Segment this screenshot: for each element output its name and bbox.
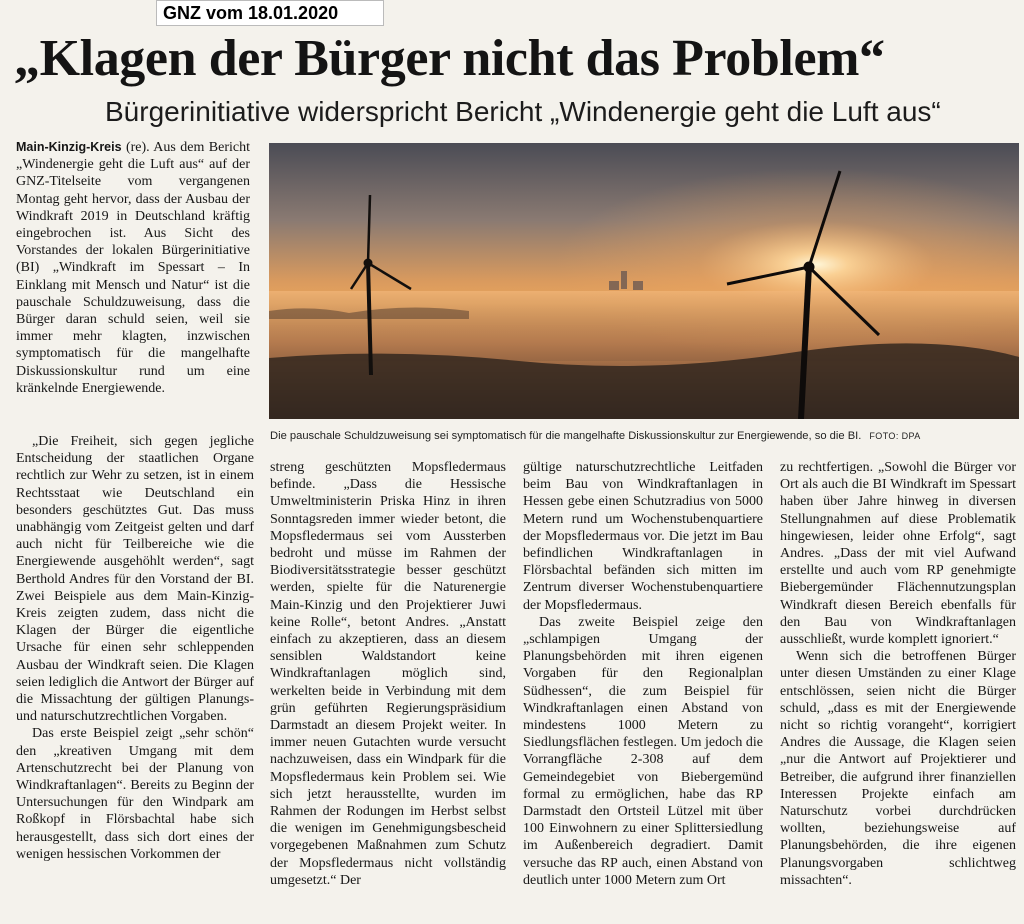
lede-text: (re). Aus dem Bericht „Windenergie geht die Luft aus“ auf der GNZ-Titelseite vom vergangenen Montag geht hervor, dass der Ausbau der Windkraft 2019 in Deutschland kräftig eingebrochen ist. Aus Sicht des Vorstandes der lokalen Bürgerinitiative (BI) „Windkraft im Spessart – In Einklang mit Mensch und Natur“ ist die pauschale Schuldzuweisung, dass die Bürger daran schuld seien, weil sie immer mehr klagten, inzwischen symptomatisch für die mangelhafte Diskussionskultur rund um eine kränkelnde Energiewende. xyxy=(16,140,250,396)
lede-paragraph xyxy=(16,139,250,397)
dateline: Main-Kinzig-Kreis xyxy=(16,140,122,154)
headline: „Klagen der Bürger nicht das Problem“ xyxy=(14,30,885,87)
photo-credit: FOTO: DPA xyxy=(869,431,921,441)
body-column-4 xyxy=(780,459,1016,909)
source-tag: GNZ vom 18.01.2020 xyxy=(156,0,384,26)
body-paragraph: „Die Freiheit, sich gegen jegliche Entscheidung der staatlichen Organe rechtlich zur Wehr zu setzen, ist in einem Rechtsstaat wie Deutschland ein besonders geschütztes Gut. Das muss unabhängig vom Zeitgeist gelten und darf auch nicht für Teilbereiche wie die Energiewende ausgehöhlt werden“, sagt Berthold Andres für den Vorstand der BI. Zwei Beispiele aus dem Main-Kinzig-Kreis zeigten zudem, dass nicht die Klagen der Bürger die eigentliche Ursache für einen sehr schleppenden Ausbau der Windkraft seien. Die Klagen seien lediglich die Antwort der Bürger auf die Missachtung der gültigen Planungs- und naturschutzrechtlichen Vorgaben. xyxy=(16,434,254,725)
body-paragraph: Das zweite Beispiel zeige den „schlampigen Umgang der Planungsbehörden mit ihren eigenen Vorgaben für den Regionalplan Südhessen“, die zum Beispiel für Windkraftanlagen einen Abstand von mindestens 1000 Metern zu Siedlungsflächen festlegen. Um jedoch die Vorrangfläche 2-308 auf dem Gemeindegebiet von Biebergemünd formal zu ermöglichen, habe das RP Darmstadt den Ortsteil Lützel mit über 100 Einwohnern zu einer Splittersiedlung im Außenbereich degradiert. Damit versuche das RP auch, einen Abstand von deutlich unter 1000 Metern zum Ort xyxy=(523,614,763,888)
lede-column xyxy=(16,139,250,409)
body-column-2 xyxy=(270,459,506,909)
subheadline: Bürgerinitiative widerspricht Bericht „Windenergie geht die Luft aus“ xyxy=(105,96,941,127)
body-paragraph: zu rechtfertigen. „Sowohl die Bürger vor Ort als auch die BI Windkraft im Spessart haben über Jahre hinweg in diversen Stellungnahmen auf diese Problematik hingewiesen, leider ohne Erfolg“, sagt Andres. „Dass der mit viel Aufwand erstellte und auch vom RP genehmigte Biebergemünder Flächennutzungsplan Windkraft diesen Bereich ebenfalls für den Bau von Windkraftanlagen ausschließt, wurde komplett ignoriert.“ xyxy=(780,460,1016,648)
body-column-3 xyxy=(523,459,763,909)
photo-caption xyxy=(270,429,1018,443)
body-paragraph: streng geschützten Mopsfledermaus befinde. „Dass die Hessische Umweltministerin Priska Hinz in ihren Sonntagsreden immer wieder betont, die Mopsfledermaus sei vom Aussterben bedroht und müsse im Rahmen der Biodiversitätsstrategie besser geschützt werden, spielte für die Naturenergie Main-Kinzig und den Projektierer Juwi keine Rolle“, betont Andres. „Anstatt einfach zu akzeptieren, dass an diesem sensiblen Waldstandort keine Windkraftanlagen möglich sind, werkelten beide in Verbindung mit dem grün geführten Regierungspräsidium Darmstadt an diesem Projekt weiter. In immer neuen Gutachten wurde versucht nachzuweisen, dass ein Windpark für die Mopsfledermaus kein Problem sei. Wie sich jetzt herausstellte, wurden im Rahmen der Rodungen im Herbst selbst die wenigen im Genehmigungsbescheid vorgegebenen Maßnahmen zum Schutz der Mopsfledermaus nicht vollständig umgesetzt.“ Der xyxy=(270,460,506,888)
body-column-1 xyxy=(16,433,254,913)
body-paragraph: gültige naturschutzrechtliche Leitfaden beim Bau von Windkraftanlagen in Hessen gebe einen Schutzradius von 5000 Metern rund um Wochenstubenquartiere der Mopsfledermaus vor. Die jetzt im Bau befindlichen Windkraftanlagen in Flörsbachtal befänden sich mitten im Zentrum diverser Wochenstubenquartiere der Mopsfledermaus. xyxy=(523,460,763,613)
wind-turbine-photo xyxy=(269,143,1019,419)
caption-text: Die pauschale Schuldzuweisung sei symptomatisch für die mangelhafte Diskussionskultur zur Energiewende, so die BI. xyxy=(270,430,862,442)
body-paragraph: Wenn sich die betroffenen Bürger unter diesen Umständen zu einer Klage entschlössen, seien nicht die Bürger schuld, „dass es mit der Energiewende nicht so richtig vorangeht“, korrigiert Andres die Aussage, die Klagen seien „nur die Antwort auf Projektierer und Betreiber, die aufgrund ihrer finanziellen Interessen Projekte einfach am Naturschutz vorbei durchdrücken wollten, beziehungsweise auf Planungsbehörden, die ihre eigenen Planungsvorgaben schlichtweg missachten“. xyxy=(780,649,1016,888)
photo-illustration xyxy=(269,143,1019,419)
body-paragraph: Das erste Beispiel zeigt „sehr schön“ den „kreativen Umgang mit dem Artenschutzrecht bei der Planung von Windkraftanlagen“. Bereits zu Beginn der Untersuchungen für den Windpark am Roßkopf in Flörsbachtal habe sich herausgestellt, dass sich dort eines der wenigen hessischen Vorkommen der xyxy=(16,726,254,862)
